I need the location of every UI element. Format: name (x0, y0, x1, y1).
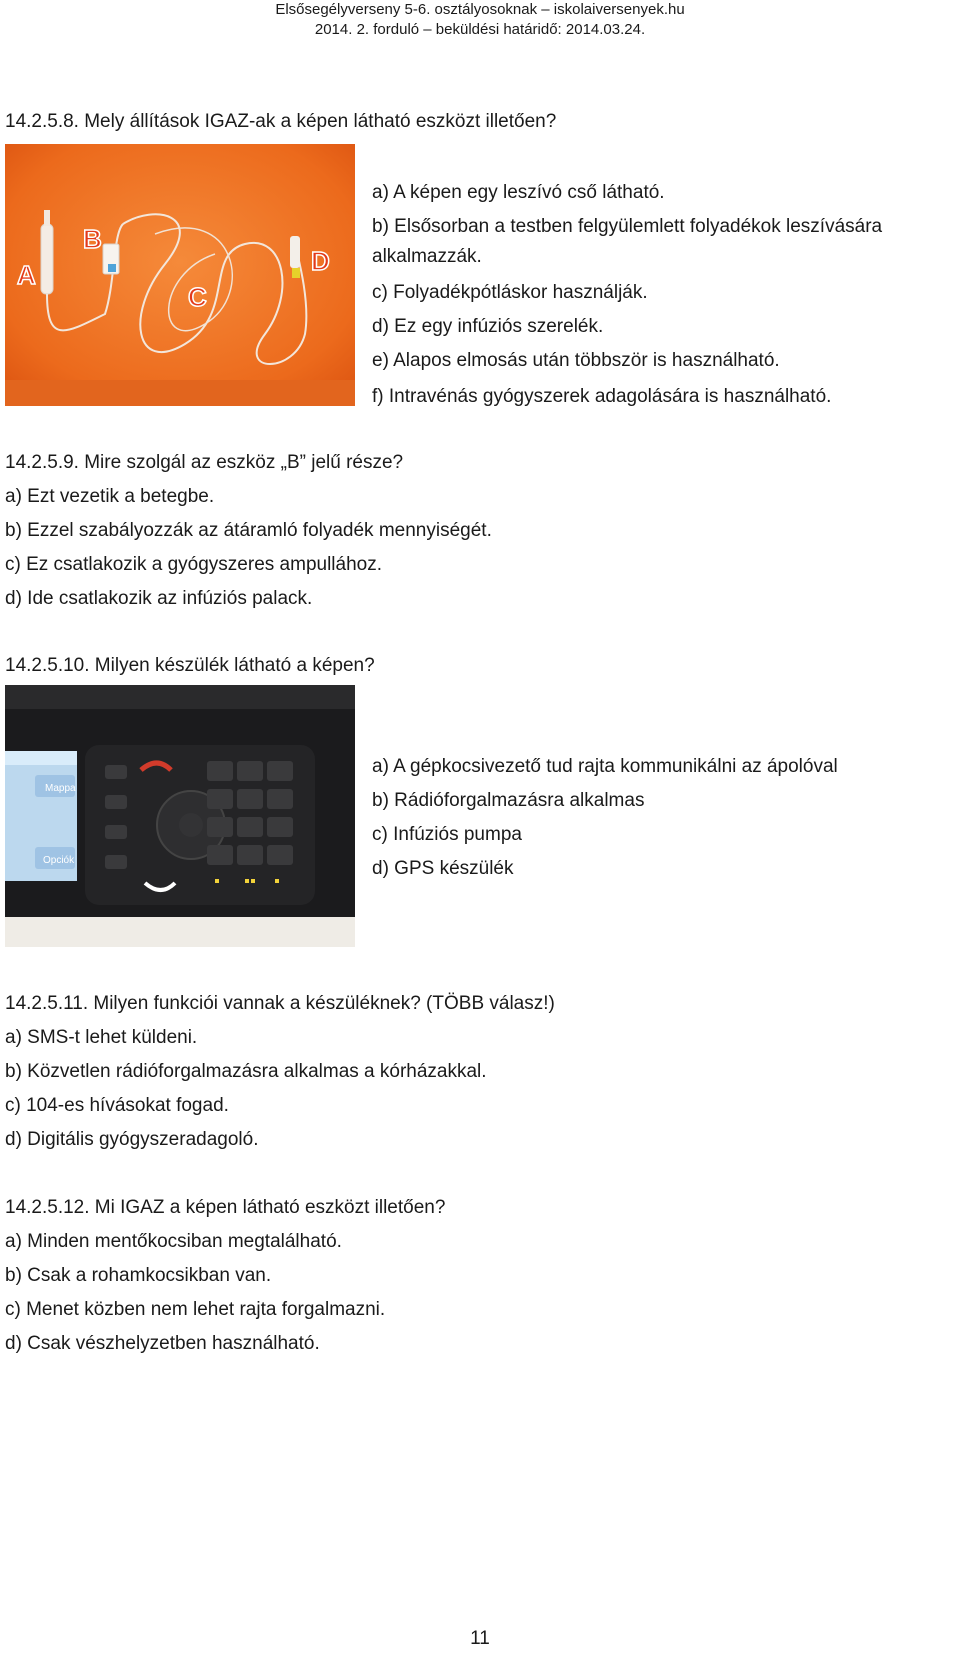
screen-label-mappa: Mappa (45, 783, 76, 794)
q9-option-c: c) Ez csatlakozik a gyógyszeres ampullához. (5, 554, 382, 575)
q11-option-c: c) 104-es hívásokat fogad. (5, 1095, 229, 1116)
q11-option-a: a) SMS-t lehet küldeni. (5, 1027, 198, 1048)
q8-option-c: c) Folyadékpótláskor használják. (372, 282, 648, 303)
q12-option-a: a) Minden mentőkocsiban megtalálható. (5, 1231, 342, 1252)
question-9-title: 14.2.5.9. Mire szolgál az eszköz „B” jelű része? (5, 452, 404, 473)
q9-option-b: b) Ezzel szabályozzák az átáramló folyadék mennyiségét. (5, 520, 492, 541)
q10-option-b: b) Rádióforgalmazásra alkalmas (372, 790, 645, 811)
q9-option-a: a) Ezt vezetik a betegbe. (5, 486, 215, 507)
question-11-title: 14.2.5.11. Milyen funkciói vannak a készüléknek? (TÖBB válasz!) (5, 993, 555, 1014)
question-10-title: 14.2.5.10. Milyen készülék látható a képen? (5, 655, 375, 676)
question-8-title: 14.2.5.8. Mely állítások IGAZ-ak a képen látható eszközt illetően? (5, 111, 557, 132)
q8-option-e: e) Alapos elmosás után többször is használható. (372, 350, 780, 371)
q12-option-c: c) Menet közben nem lehet rajta forgalmazni. (5, 1299, 386, 1320)
page-number: 11 (470, 1628, 490, 1649)
q10-option-a: a) A gépkocsivezető tud rajta kommunikálni az ápolóval (372, 756, 838, 777)
label-c: C (188, 282, 207, 312)
q8-option-b-cont: alkalmazzák. (372, 246, 482, 267)
q10-option-c: c) Infúziós pumpa (372, 824, 522, 845)
header-line-2: 2014. 2. forduló – beküldési határidő: 2014.03.24. (314, 21, 646, 38)
label-a: A (17, 260, 36, 290)
screen-label-opciok: Opciók (43, 855, 75, 866)
q9-option-d: d) Ide csatlakozik az infúziós palack. (5, 588, 313, 609)
q11-option-d: d) Digitális gyógyszeradagoló. (5, 1129, 259, 1150)
q8-option-d: d) Ez egy infúziós szerelék. (372, 316, 604, 337)
header-line-1: Elsősegélyverseny 5-6. osztályosoknak – iskolaiversenyek.hu (275, 1, 685, 18)
radio-device-photo (5, 685, 355, 947)
q8-option-b: b) Elsősorban a testben felgyülemlett folyadékok leszívására (372, 216, 883, 237)
label-d: D (311, 246, 330, 276)
q11-option-b: b) Közvetlen rádióforgalmazásra alkalmas a kórházakkal. (5, 1061, 487, 1082)
question-12-title: 14.2.5.12. Mi IGAZ a képen látható eszközt illetően? (5, 1197, 446, 1218)
label-b: B (83, 224, 102, 254)
q12-option-d: d) Csak vészhelyzetben használható. (5, 1333, 320, 1354)
q8-option-f: f) Intravénás gyógyszerek adagolására is használható. (372, 386, 832, 407)
q8-option-a: a) A képen egy leszívó cső látható. (372, 182, 665, 203)
q12-option-b: b) Csak a rohamkocsikban van. (5, 1265, 272, 1286)
infusion-set-photo (5, 144, 355, 406)
q10-option-d: d) GPS készülék (372, 858, 514, 879)
